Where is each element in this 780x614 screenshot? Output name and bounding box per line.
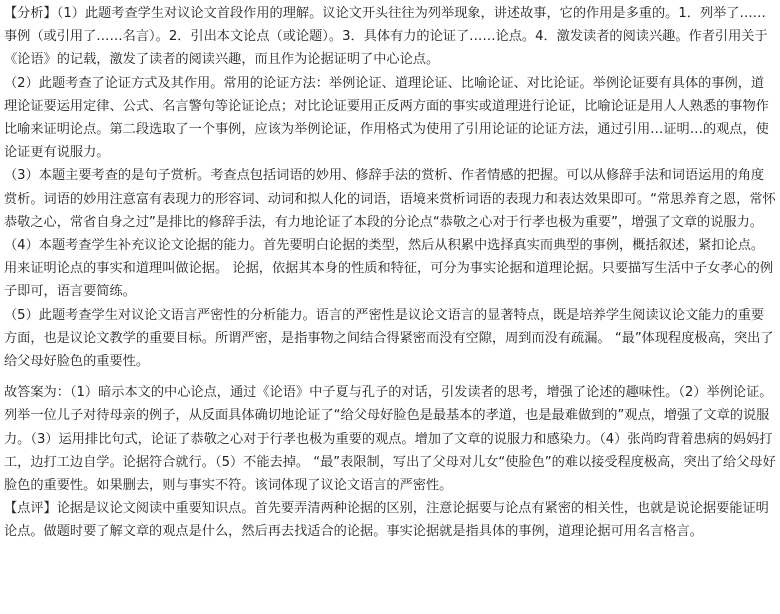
analysis-paragraph-4: （4）本题考查学生补充议论文论据的能力。首先要明白论据的类型，然后从积累中选择真实而典型的事例，概括叙述，紧扣论点。用来证明论点的事实和道理叫做论据。 论据，依据其本身的性质和特征，可分为事实论据和道理论据。只要描写生活中子女孝心的例子即可，语言要简练。 <box>4 238 774 300</box>
section-spacer <box>4 373 776 381</box>
analysis-paragraph-2: （2）此题考查了论证方式及其作用。常用的论证方法：举例论证、道理论证、比喻论证、对比论证。举例论证要有具体的事例，道理论证要运用定律、公式、名言警句等论证论点；对比论证要用正反两方面的事实或道理进行论证，比喻论证是用人人熟悉的事物作比喻来证明论点。第二段选取了一个事例，应该为举例论证，作用格式为使用了引用论证的论证方法，通过引用…证明…的观点，使论证更有说服力。 <box>4 75 769 161</box>
comment-paragraph: 【点评】论据是议论文阅读中重要知识点。首先要弄清两种论据的区别，注意论据要与论点有紧密的相关性，也就是说论据要能证明论点。做题时要了解文章的观点是什么，然后再去找适合的论据。事实论据就是指具体的事例，道理论据可用名言格言。 <box>4 501 769 540</box>
analysis-paragraph-1: 【分析】（1）此题考查学生对议论文首段作用的理解。议论文开头往往为列举现象，讲述故事，它的作用是多重的。1．列举了……事例（或引用了……名言）。2．引出本文论点（或论题）。3．具体有力的论证了……论点。4．激发读者的阅读兴趣。作者引用关于《论语》的记载，激发了读者的阅读兴趣，而且作为论据证明了中心论点。 <box>4 6 768 68</box>
analysis-paragraph-5: （5）此题考查学生对议论文语言严密性的分析能力。语言的严密性是议论文语言的显著特点，既是培养学生阅读议论文能力的重要方面，也是议论文教学的重要目标。所谓严密，是指事物之间结合得紧密而没有空隙，周到而没有疏漏。 “最”体现程度极高，突出了给父母好脸色的重要性。 <box>4 307 774 370</box>
analysis-paragraph-3: （3）本题主要考查的是句子赏析。考查点包括词语的妙用、修辞手法的赏析、作者情感的把握。可以从修辞手法和词语运用的角度赏析。词语的妙用注意富有表现力的形容词、动词和拟人化的词语，语境来赏析词语的表现力和表达效果即可。“常思养育之恩，常怀恭敬之心，常省自身之过”是排比的修辞手法，有力地论证了本段的分论点“恭敬之心对于行孝也极为重要”，增强了文章的说服力。 <box>4 168 776 230</box>
answer-paragraph: 故答案为：（1）暗示本文的中心论点，通过《论语》中子夏与孔子的对话，引发读者的思考，增强了论述的趣味性。（2）举例论证。列举一位儿子对待母亲的例子，从反面具体确切地论证了“给父母好脸色是最基本的孝道，也是最难做到的”观点，增强了文章的说服力。（3）运用排比句式，论证了恭敬之心对于行孝也极为重要的观点。增加了文章的说服力和感染力。（4）张尚昀背着患病的妈妈打工，边打工边自学。论据符合就行。（5）不能去掉。 “最”表限制，写出了父母对儿女“使脸色”的难以接受程度极高，突出了给父母好脸色的重要性。如果删去，则与事实不符。该词体现了议论文语言的严密性。 <box>4 385 776 494</box>
